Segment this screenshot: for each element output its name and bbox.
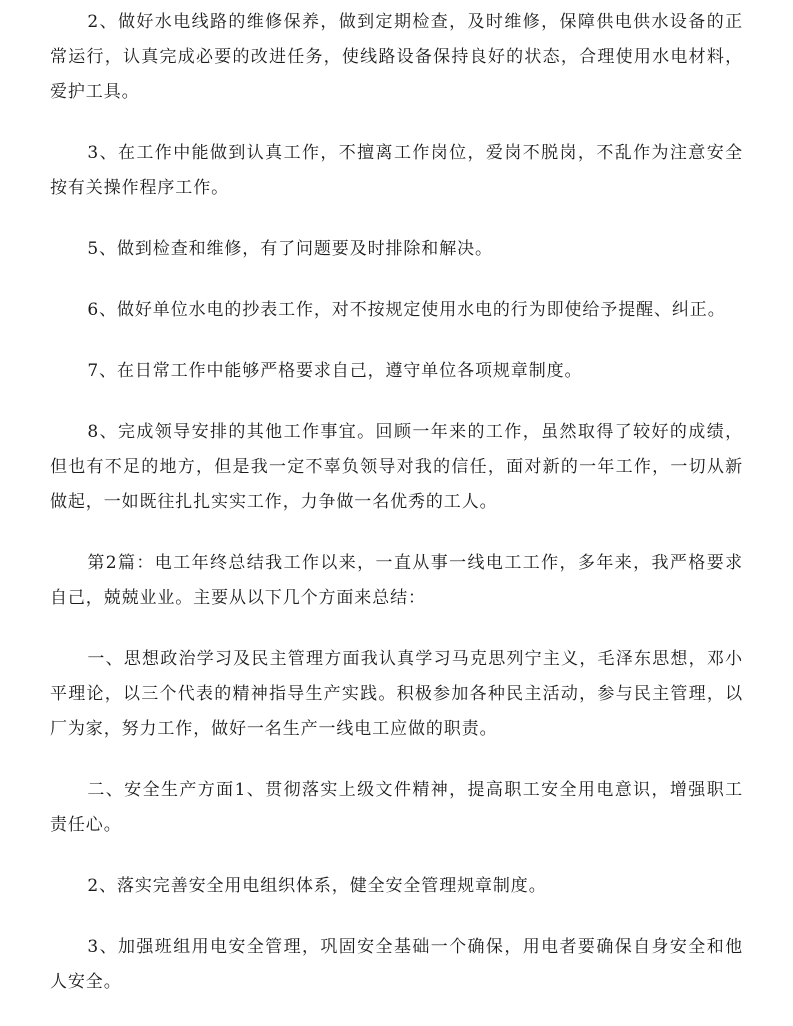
paragraph-review: 8、完成领导安排的其他工作事宜。回顾一年来的工作，虽然取得了较好的成绩，但也有不足的地方，但是我一定不辜负领导对我的信任，面对新的一年工作，一切从新做起，一如既往扎扎实实工作，力争做一名优秀的工人。 xyxy=(50,422,743,512)
paragraph-political-study: 一、思想政治学习及民主管理方面我认真学习马克思列宁主义，毛泽东思想，邓小平理论，以三个代表的精神指导生产实践。积极参加各种民主活动，参与民主管理，以厂为家，努力工作，做好一名生产一线电工应做的职责。 xyxy=(50,649,743,739)
paragraph-safety-production: 二、安全生产方面1、贯彻落实上级文件精神，提高职工安全用电意识，增强职工责任心。 xyxy=(50,780,743,835)
paragraph-inspection: 5、做到检查和维修，有了问题要及时排除和解决。 xyxy=(87,239,493,259)
document-body xyxy=(50,5,743,1026)
paragraph-maintenance: 2、做好水电线路的维修保养，做到定期检查，及时维修，保障供电供水设备的正常运行，认真完成必要的改进任务，使线路设备保持良好的状态，合理使用水电材料，爱护工具。 xyxy=(50,12,743,102)
paragraph-team-safety: 3、加强班组用电安全管理，巩固安全基础一个确保，用电者要确保自身安全和他人安全。 xyxy=(50,937,743,992)
paragraph-self-discipline: 7、在日常工作中能够严格要求自己，遵守单位各项规章制度。 xyxy=(87,361,583,381)
paragraph-meter-reading: 6、做好单位水电的抄表工作，对不按规定使用水电的行为即使给予提醒、纠正。 xyxy=(87,300,726,320)
paragraph-work-attitude: 3、在工作中能做到认真工作，不擅离工作岗位，爱岗不脱岗，不乱作为注意安全按有关操作程序工作。 xyxy=(50,143,743,198)
paragraph-safety-system: 2、落实完善安全用电组织体系，健全安全管理规章制度。 xyxy=(87,876,547,896)
paragraph-article-2-intro: 第2篇：电工年终总结我工作以来，一直从事一线电工工作，多年来，我严格要求自己，兢兢业业。主要从以下几个方面来总结： xyxy=(50,553,743,608)
